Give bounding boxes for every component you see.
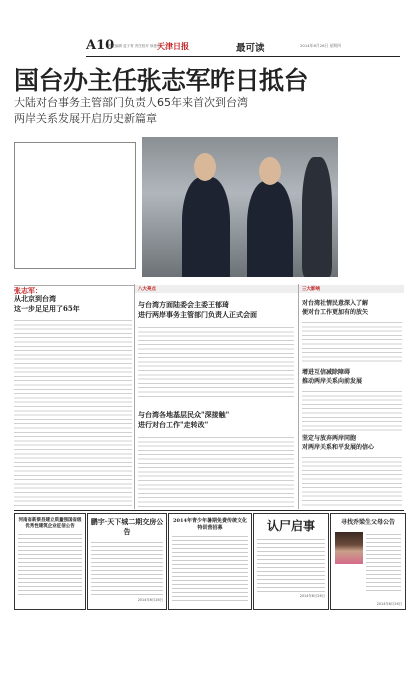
- ad-title-4: 认尸启事: [266, 519, 315, 533]
- right-head-1b: 便对台工作更加有的放矢: [302, 309, 369, 316]
- ads-rule: [14, 510, 404, 511]
- left-head-1: 从北京到台湾: [14, 294, 56, 303]
- ad-box-3: [168, 513, 252, 610]
- section-title: 最可读: [236, 43, 265, 54]
- ad-box-1: [14, 513, 86, 610]
- editor-credits: 责任编辑 蓝子青 责任校对 徐惠莹: [108, 44, 161, 48]
- right-body-text-1: [302, 320, 402, 365]
- right-head-1a: 对台湾社情民意深入了解: [302, 300, 369, 307]
- left-head-2: 这一步足足用了65年: [14, 304, 80, 313]
- page-number: A10: [86, 38, 115, 53]
- ad-box-4: [253, 513, 329, 610]
- mid-tag: 八大亮点: [138, 287, 156, 292]
- ad-body-2: [91, 540, 163, 598]
- person-left-head: [194, 153, 216, 181]
- right-body-text-3: [302, 455, 402, 507]
- ad-title-1: 河南省新蔡县建立质量强国省级优秀性建筑企业征信公告: [18, 518, 82, 529]
- main-headline: 国台办主任张志军昨日抵台: [14, 66, 309, 95]
- mid-head-2b: 进行对台工作"走转改": [138, 420, 209, 429]
- ad-box-2: [87, 513, 167, 610]
- issue-date: 2014年6月26日 星期四: [300, 43, 341, 48]
- mid-head-1a: 与台湾方面陆委会主委王郁琦: [138, 300, 229, 309]
- right-body-text-2: [302, 389, 402, 431]
- person-background: [302, 157, 332, 277]
- person-right-head: [259, 157, 281, 185]
- mid-head-2a: 与台湾各地基层民众"深接触": [138, 410, 230, 419]
- header-rule: [86, 56, 400, 57]
- left-name-tag: 张志军：: [14, 287, 42, 295]
- right-head-3b: 对两岸关系和平发展的信心: [302, 444, 375, 451]
- ad-body-4: [257, 537, 325, 594]
- subtitle-line-2: 两岸关系发展开启历史新篇章: [14, 112, 157, 125]
- right-head-2b: 推动两岸关系向前发展: [302, 378, 363, 385]
- right-tag: 三大影响: [302, 287, 320, 292]
- ad-title-5: 寻找乔梁生父母公告: [340, 519, 395, 526]
- mid-tag-bar: [135, 285, 298, 293]
- mid-body-text-1: [138, 325, 294, 400]
- ad-date-5: 2014年6月26日: [376, 601, 402, 606]
- right-head-3a: 坚定与放弃两岸同胞: [302, 435, 357, 442]
- ad-date-2: 2014年6月26日: [137, 598, 163, 602]
- person-left: [182, 177, 230, 277]
- ad-date-4: 2014年6月26日: [299, 594, 325, 598]
- newspaper-logo: 天津日报: [157, 41, 189, 51]
- child-photo: [335, 532, 363, 564]
- mid-head-1b: 进行两岸事务主管部门负责人正式会面: [138, 310, 257, 319]
- right-head-2a: 增进互信减除障碍: [302, 369, 351, 376]
- ad-body-5: [366, 532, 401, 592]
- column-divider-2: [298, 284, 299, 509]
- subtitle-line-1: 大陆对台事务主管部门负责人65年来首次到台湾: [14, 96, 248, 109]
- news-photo: [142, 137, 338, 277]
- ad-box-5: [330, 513, 406, 610]
- intro-box: [14, 142, 136, 269]
- ad-body-1: [18, 532, 82, 597]
- photo-caption: [344, 200, 404, 280]
- left-body-text: [14, 318, 132, 508]
- column-divider-1: [134, 284, 135, 509]
- ad-title-3: 2014年青少年暑期免费传统文化特训营招募: [173, 518, 247, 531]
- mid-body-text-2: [138, 435, 294, 507]
- ad-title-2: 鹏宇·天下城二期交房公告: [90, 517, 164, 536]
- person-right: [247, 181, 293, 277]
- ad-body-3: [172, 534, 248, 602]
